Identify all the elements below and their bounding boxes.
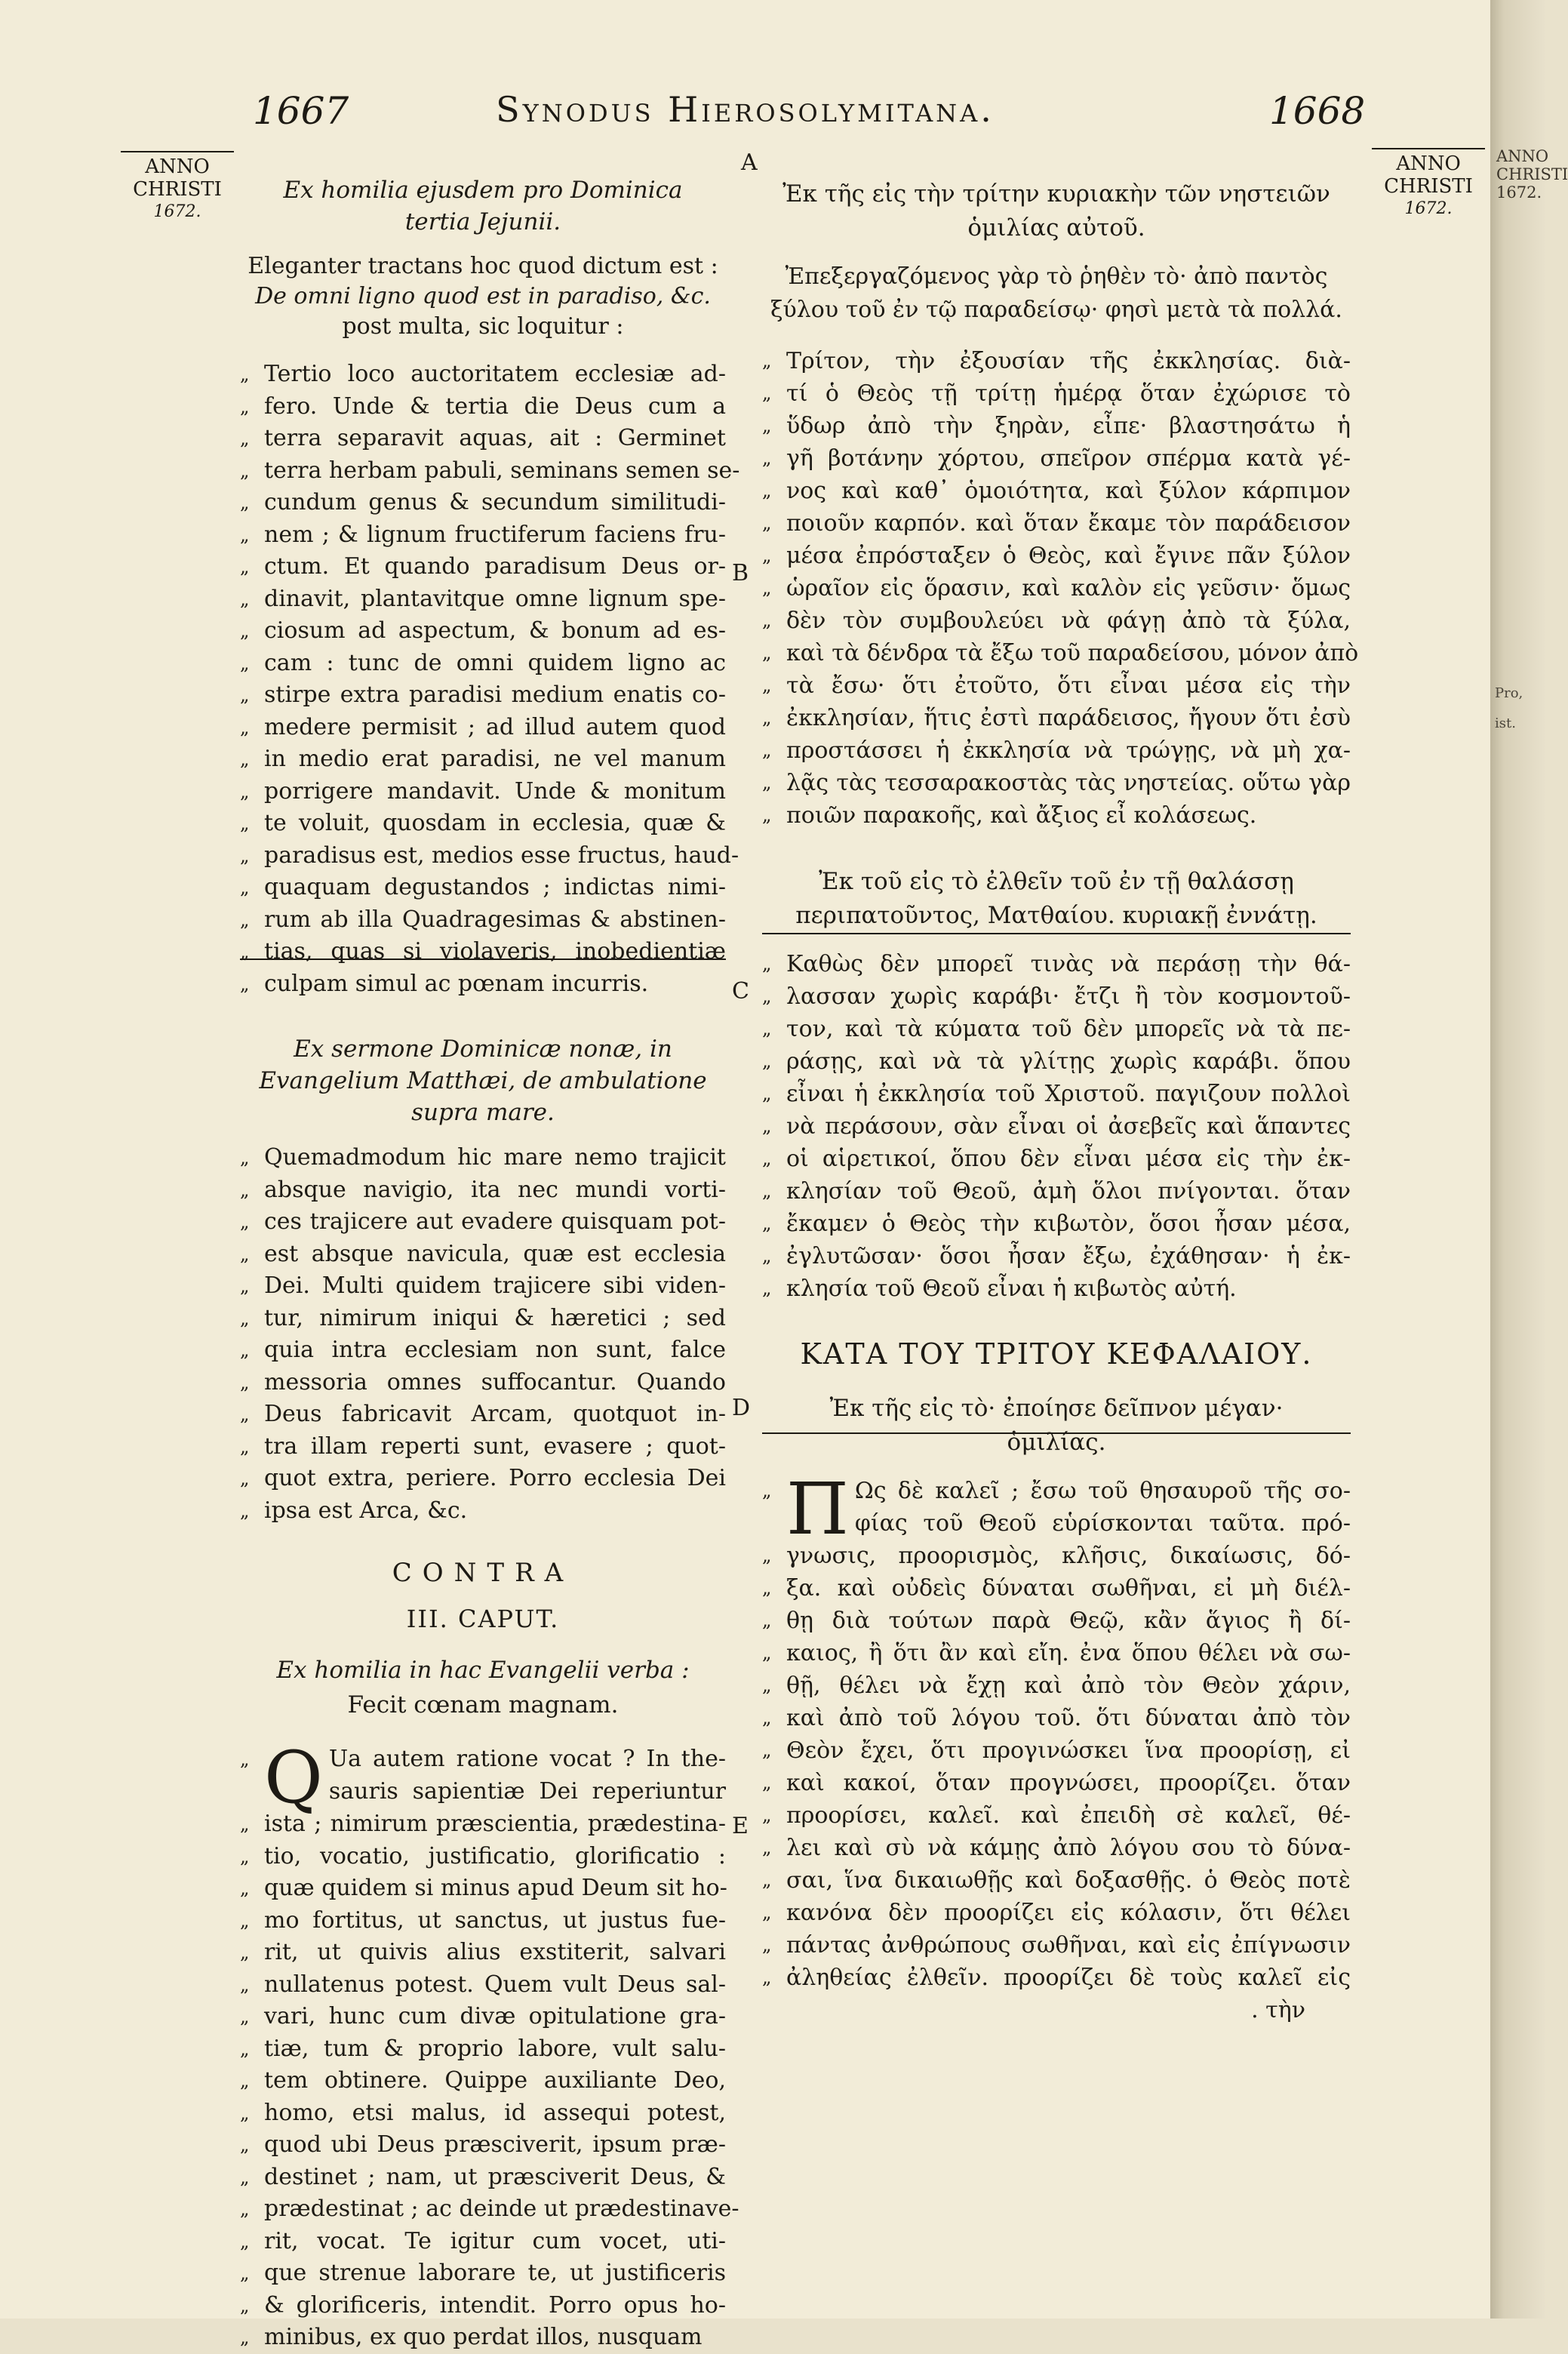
left-page-number: 1667 — [253, 89, 349, 133]
text-line: „ ποιῶν παρακοῆς, καὶ ἄξιος εἶ κολάσεως. — [762, 802, 1257, 829]
text-line: „ prædestinat ; ac deinde ut prædestinave- — [240, 2196, 739, 2222]
text-line: „ καὶ τὰ δένδρα τὰ ἔξω τοῦ παραδείσου, μόνον ἀπὸ — [762, 640, 1359, 666]
text-line: „ δὲν τὸν συμβουλεύει νὰ φάγῃ ἀπὸ τὰ ξύλα, — [762, 608, 1351, 634]
margin-year-label: ANNO CHRISTI — [1384, 152, 1473, 198]
text-line: „ dinavit, plantavitque omne lignum spe- — [240, 585, 726, 612]
text-line: „ λασσαν χωρὶς καράβι· ἔτζι ἢ τὸν κοσμοντοῦ- — [762, 983, 1351, 1010]
text-line: „ nullatenus potest. Quem vult Deus sal- — [240, 1971, 726, 1998]
margin-year-right — [1372, 148, 1485, 220]
text-line: „ Καθὼς δὲν μπορεῖ τινὰς νὰ περάσῃ τὴν θά- — [762, 951, 1351, 977]
text-line: „ νος καὶ καθ᾽ ὁμοιότητα, καὶ ξύλον κάρπιμον — [762, 478, 1351, 504]
text-line: . τὴν — [1251, 1997, 1305, 2023]
section-heading: Ἐκ τοῦ εἰς τὸ ἐλθεῖν τοῦ ἐν τῇ θαλάσσῃ περιπατοῦντος, Ματθαίου. κυριακῇ ἐννάτῃ. — [795, 868, 1317, 929]
text-line: „ τί ὁ Θεὸς τῇ τρίτῃ ἡμέρᾳ ὅταν ἐχώρισε τὸ — [762, 380, 1351, 407]
text-line: „ quaquam degustandos ; indictas nimi- — [240, 874, 726, 900]
text-line: „ tio, vocatio, justificatio, glorificatio : — [240, 1842, 726, 1869]
section-subheading: Fecit cœnam magnam. — [347, 1691, 619, 1719]
text-line: „ εἶναι ἡ ἐκκλησία τοῦ Χριστοῦ. παγιζουν πολλοὶ — [762, 1081, 1351, 1107]
running-title: Synodus Hierosolymitana. — [496, 89, 995, 130]
adjacent-margin-year: ANNO CHRISTI 1672. — [1496, 147, 1568, 202]
text-line: „ ista ; nimirum præscientia, prædestina- — [240, 1811, 726, 1837]
intro-line: Eleganter tractans hoc quod dictum est : — [247, 253, 718, 279]
section-marker-b: B — [732, 560, 749, 586]
text-line: „ que strenue laborare te, ut justificeris — [240, 2260, 726, 2286]
text-line: „ tra illam reperti sunt, evasere ; quot- — [240, 1432, 726, 1460]
text-line: „ προστάσσει ἡ ἐκκλησία νὰ τρώγῃς, νὰ μὴ χα- — [762, 737, 1351, 764]
intro-line: De omni ligno quod est in paradiso, &c. — [255, 283, 711, 309]
text-line: „ medere permisit ; ad illud autem quod — [240, 713, 726, 740]
text-line: „ πάντας ἀνθρώπους σωθῆναι, καὶ εἰς ἐπίγνωσιν — [762, 1932, 1351, 1959]
text-line: „ rit, vocat. Te igitur cum vocet, uti- — [240, 2227, 726, 2254]
section-intro — [240, 251, 726, 342]
text-line: „ tur, nimirum iniqui & hæretici ; sed — [240, 1304, 726, 1331]
text-line: „ ξα. καὶ οὐδεὶς δύναται σωθῆναι, εἰ μὴ διέλ- — [762, 1575, 1351, 1602]
chapter-heading: ΚΑΤΑ ΤΟΥ ΤΡΙΤΟΥ ΚΕΦΑΛΑΙΟΥ. — [800, 1337, 1313, 1371]
text-line: „ Τρίτον, τὴν ἐξουσίαν τῆς ἐκκλησίας. διὰ- — [762, 348, 1351, 374]
quote-block — [240, 1737, 739, 2354]
text-line: „ ces trajicere aut evadere quisquam pot- — [240, 1208, 726, 1235]
margin-year-label: ANNO CHRISTI — [133, 155, 222, 201]
text-line: „ κλησία τοῦ Θεοῦ εἶναι ἡ κιβωτὸς αὐτή. — [762, 1275, 1237, 1302]
text-line: „ nem ; & lignum fructiferum faciens fru- — [240, 521, 726, 548]
adjacent-page-edge — [1490, 0, 1568, 2319]
section-marker-c: C — [732, 978, 749, 1005]
text-line: „ rum ab illa Quadragesimas & abstinen- — [240, 906, 726, 933]
text-line: „ in medio erat paradisi, ne vel manum — [240, 746, 726, 772]
text-line: „ ἔκαμεν ὁ Θεὸς τὴν κιβωτὸν, ὅσοι ἦσαν μέσα, — [762, 1211, 1351, 1237]
section-heading: Ex homilia in hac Evangelii verba : — [276, 1657, 690, 1684]
text-line: „ Tertio loco auctoritatem ecclesiæ ad- — [240, 361, 726, 387]
margin-year-value: 1672. — [1404, 199, 1453, 218]
text-line: „ σαι, ἵνα δικαιωθῇς καὶ δοξασθῇς. ὁ Θεὸς ποτὲ — [762, 1867, 1351, 1894]
drop-cap: Q — [264, 1737, 323, 1820]
text-line: „ ctum. Et quando paradisum Deus or- — [240, 553, 726, 580]
text-line: „ vari, hunc cum divæ opitulatione gra- — [240, 2003, 726, 2029]
text-line: „ quia intra ecclesiam non sunt, falce — [240, 1337, 726, 1363]
text-line: „ terra separavit aquas, ait : Germinet — [240, 425, 726, 451]
text-line: „ προορίσει, καλεῖ. καὶ ἐπειδὴ σὲ καλεῖ, θέ- — [762, 1802, 1351, 1829]
margin-year-value: 1672. — [153, 202, 201, 221]
section-marker-d: D — [732, 1395, 751, 1421]
quote-block — [240, 358, 740, 1000]
text-line: „ θῃ διὰ τούτων παρὰ Θεῷ, κἂν ἅγιος ἢ δί- — [762, 1608, 1351, 1634]
text-line: „ Quemadmodum hic mare nemo trajicit — [240, 1144, 726, 1171]
text-line: „ μέσα ἐπρόσταξεν ὁ Θεὸς, καὶ ἔγινε πᾶν ξύλον — [762, 543, 1351, 569]
text-line: „ θῇ, θέλει νὰ ἔχῃ καὶ ἀπὸ τὸν Θεὸν χάριν, — [762, 1672, 1351, 1699]
text-line: „ γνωσις, προορισμὸς, κλῆσις, δικαίωσις, δό- — [762, 1543, 1351, 1569]
text-line: „ ἀληθείας ἐλθεῖν. προορίζει δὲ τοὺς καλεῖ εἰς — [762, 1965, 1351, 1991]
section-heading: Ἐκ τῆς εἰς τὴν τρίτην κυριακὴν τῶν νηστειῶν ὁμιλίας αὐτοῦ. — [782, 180, 1330, 242]
text-line: „ destinet ; nam, ut præsciverit Deus, & — [240, 2163, 726, 2190]
text-line: „ ἐκκλησίαν, ἥτις ἐστὶ παράδεισος, ἤγουν ὅτι ἐσὺ — [762, 705, 1351, 731]
text-line: „ mo fortitus, ut sanctus, ut justus fue- — [240, 1906, 726, 1934]
adjacent-page-scrap: Pro, — [1495, 685, 1523, 701]
contra-heading: CONTRA — [392, 1558, 574, 1588]
text-line: „ Deus fabricavit Arcam, quotquot in- — [240, 1401, 726, 1427]
section-heading: Ex homilia ejusdem pro Dominica tertia Jejunii. — [283, 177, 683, 235]
section-heading: Ἐκ τῆς εἰς τὸ· ἐποίησε δεῖπνον μέγαν· ὁμιλίας. — [829, 1395, 1284, 1456]
text-line: „ κλησίαν τοῦ Θεοῦ, ἀμὴ ὅλοι πνίγονται. ὅταν — [762, 1178, 1351, 1205]
text-line: „ & glorificeris, intendit. Porro opus ho- — [240, 2291, 726, 2319]
quote-block — [762, 1468, 1351, 2026]
caput-heading: III. CAPUT. — [406, 1604, 560, 1633]
text-line: „ Θεὸν ἔχει, ὅτι προγινώσκει ἵνα προορίσῃ, εἰ — [762, 1737, 1351, 1764]
text-line: „ rit, ut quivis alius exstiterit, salvari — [240, 1939, 726, 1965]
text-line: „ est absque navicula, quæ est ecclesia — [240, 1240, 726, 1267]
text-line: „ te voluit, quosdam in ecclesia, quæ & — [240, 810, 726, 836]
text-line: „ quæ quidem si minus apud Deum sit ho- — [240, 1875, 727, 1901]
text-line: „ καὶ ἀπὸ τοῦ λόγου τοῦ. ὅτι δύναται ἀπὸ τὸν — [762, 1705, 1351, 1731]
text-line: „ ποιοῦν καρπόν. καὶ ὅταν ἔκαμε τὸν παράδεισον — [762, 510, 1351, 537]
text-line: „ terra herbam pabuli, seminans semen se- — [240, 457, 740, 484]
text-line: „ quot extra, periere. Porro ecclesia Dei — [240, 1465, 726, 1491]
section-marker-a: A — [741, 149, 758, 176]
text-line: „ καὶ κακοί, ὅταν προγνώσει, προορίζει. ὅταν — [762, 1770, 1351, 1796]
text-line: „ tias, quas si violaveris, inobedientiæ — [240, 938, 726, 965]
text-line: „ minibus, ex quo perdat illos, nusquam — [240, 2324, 703, 2350]
text-line: „ culpam simul ac pœnam incurris. — [240, 970, 649, 997]
text-line: „ ράσῃς, καὶ νὰ τὰ γλίτῃς χωρὶς καράβι. ὅπου — [762, 1048, 1351, 1075]
latin-column — [240, 147, 740, 2354]
text-line: „ paradisus est, medios esse fructus, haud- — [240, 842, 739, 869]
text-line: „ porrigere mandavit. Unde & monitum — [240, 777, 726, 805]
quote-block — [762, 345, 1359, 832]
text-line: „ νὰ περάσουν, σὰν εἶναι οἱ ἀσεβεῖς καὶ ἅπαντες — [762, 1113, 1351, 1140]
text-line: „ cundum genus & secundum similitudi- — [240, 489, 726, 515]
text-line: „ κανόνα δὲν προορίζει εἰς κόλασιν, ὅτι θέλει — [762, 1900, 1351, 1926]
text-line: „ cam : tunc de omni quidem ligno ac — [240, 649, 726, 676]
text-line: „ stirpe extra paradisi medium enatis co- — [240, 682, 726, 708]
greek-column — [762, 147, 1359, 2026]
drop-cap: Π — [786, 1468, 849, 1551]
text-line: „ καιος, ἢ ὅτι ἂν καὶ εἴη. ἐνα ὅπου θέλει νὰ σω- — [762, 1640, 1351, 1666]
text-line: „ fero. Unde & tertia die Deus cum a — [240, 392, 726, 420]
margin-year-left — [121, 151, 234, 223]
text-line: „ ὡραῖον εἰς ὅρασιν, καὶ καλὸν εἰς γεῦσιν· ὅμως — [762, 575, 1351, 602]
text-line: „ γῆ βοτάνην χόρτου, σπεῖρον σπέρμα κατὰ γέ- — [762, 445, 1351, 472]
section-intro: Ἐπεξεργαζόμενος γὰρ τὸ ῥηθὲν τὸ· ἀπὸ παντὸς ξύλου τοῦ ἐν τῷ παραδείσῳ· φησὶ μετὰ τὰ πολλά. — [770, 263, 1342, 323]
adjacent-page-scrap: ist. — [1495, 715, 1516, 731]
text-line: „ Dei. Multi quidem trajicere sibi viden- — [240, 1272, 726, 1299]
text-line: „ Π Ως δὲ καλεῖ ; ἔσω τοῦ θησαυροῦ τῆς σο- φίας τοῦ Θεοῦ εὑρίσκονται ταῦτα. πρό- — [762, 1468, 1351, 1551]
section-heading: Ex sermone Dominicæ nonæ, in Evangelium Matthæi, de ambulatione supra mare. — [259, 1035, 707, 1126]
intro-line: post multa, sic loquitur : — [342, 313, 624, 340]
section-marker-e: E — [732, 1813, 749, 1839]
text-line: „ λει καὶ σὺ νὰ κάμῃς ἀπὸ λόγου σου τὸ δύνα- — [762, 1835, 1351, 1861]
right-page-number: 1668 — [1269, 89, 1366, 133]
text-line: „ Q Ua autem ratione vocat ? In the- sauris sapientiæ Dei reperiuntur — [240, 1737, 726, 1820]
text-line: „ tem obtinere. Quippe auxiliante Deo, — [240, 2067, 726, 2094]
text-line: „ tiæ, tum & proprio labore, vult salu- — [240, 2035, 726, 2062]
text-line: „ ipsa est Arca, &c. — [240, 1497, 468, 1524]
text-line: „ quod ubi Deus præsciverit, ipsum præ- — [240, 2131, 726, 2158]
quote-block — [762, 948, 1351, 1305]
text-line: „ τον, καὶ τὰ κύματα τοῦ δὲν μπορεῖς νὰ τὰ πε- — [762, 1016, 1351, 1042]
text-line: „ οἱ αἱρετικοί, ὅπου δὲν εἶναι μέσα εἰς τὴν ἐκ- — [762, 1146, 1351, 1172]
text-line: „ τὰ ἔσω· ὅτι ἐτοῦτο, ὅτι εἶναι μέσα εἰς τὴν — [762, 672, 1351, 699]
text-line: „ ἐγλυτῶσαν· ὅσοι ἦσαν ἔξω, ἐχάθησαν· ἡ ἐκ- — [762, 1243, 1351, 1269]
text-line: „ homo, etsi malus, id assequi potest, — [240, 2099, 726, 2126]
text-line: „ ciosum ad aspectum, & bonum ad es- — [240, 617, 726, 644]
text-line: „ absque navigio, ita nec mundi vorti- — [240, 1176, 726, 1203]
text-line: „ messoria omnes suffocantur. Quando — [240, 1368, 726, 1395]
text-line: „ λᾷς τὰς τεσσαρακοστὰς τὰς νηστείας. οὕτω γὰρ — [762, 770, 1351, 796]
quote-block — [240, 1142, 726, 1527]
text-line: „ ὕδωρ ἀπὸ τὴν ξηρὰν, εἶπε· βλαστησάτω ἡ — [762, 413, 1351, 439]
